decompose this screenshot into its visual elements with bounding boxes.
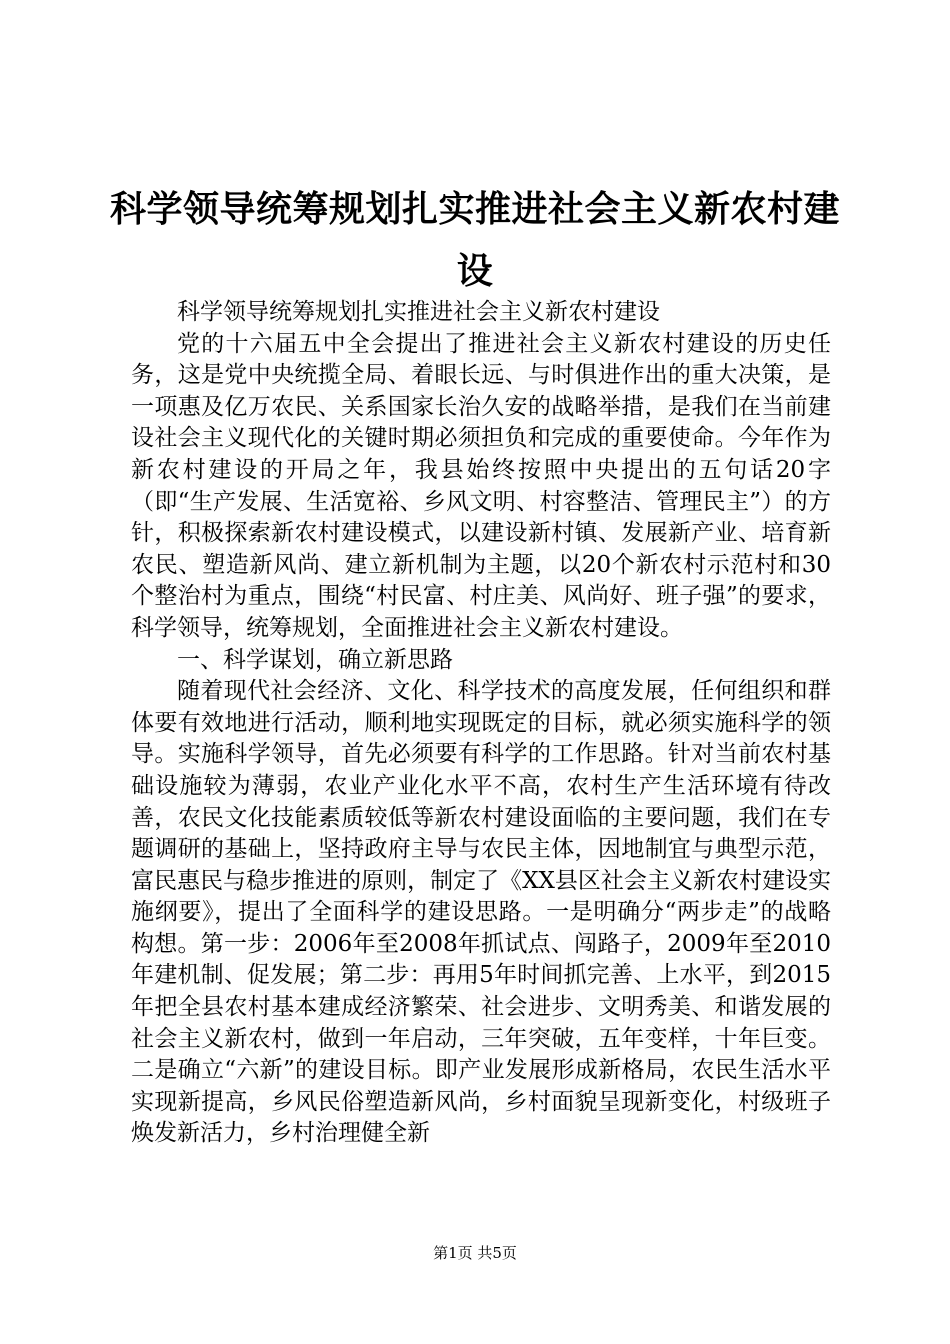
document-body (131, 297, 831, 1150)
body-paragraph: 党的十六届五中全会提出了推进社会主义新农村建设的历史任务，这是党中央统揽全局、着眼长远、与时俱进作出的重大决策，是一项惠及亿万农民、关系国家长治久安的战略举措，是我们在当前建设社会主义现代化的关键时期必须担负和完成的重要使命。今年作为新农村建设的开局之年，我县始终按照中央提出的五句话20字（即“生产发展、生活宽裕、乡风文明、村容整洁、管理民主”）的方针，积极探索新农村建设模式，以建设新村镇、发展新产业、培育新农民、塑造新风尚、建立新机制为主题，以20个新农村示范村和30个整治村为重点，围绕“村民富、村庄美、风尚好、班子强”的要求，科学领导，统筹规划，全面推进社会主义新农村建设。 (131, 330, 831, 641)
body-paragraph: 随着现代社会经济、文化、科学技术的高度发展，任何组织和群体要有效地进行活动，顺利地实现既定的目标，就必须实施科学的领导。实施科学领导，首先必须要有科学的工作思路。针对当前农村基础设施较为薄弱，农业产业化水平不高，农村生产生活环境有待改善，农民文化技能素质较低等新农村建设面临的主要问题，我们在专题调研的基础上，坚持政府主导与农民主体，因地制宜与典型示范，富民惠民与稳步推进的原则，制定了《XX县区社会主义新农村建设实施纲要》，提出了全面科学的建设思路。一是明确分“两步走”的战略构想。第一步：2006年至2008年抓试点、闯路子，2009年至2010年建机制、促发展；第二步：再用5年时间抓完善、上水平，到2015年把全县农村基本建成经济繁荣、社会进步、文明秀美、和谐发展的社会主义新农村，做到一年启动，三年突破，五年变样，十年巨变。二是确立“六新”的建设目标。即产业发展形成新格局，农民生活水平实现新提高，乡风民俗塑造新风尚，乡村面貌呈现新变化，村级班子焕发新活力，乡村治理健全新 (131, 678, 831, 1147)
page-footer: 第1页 共5页 (433, 1244, 517, 1262)
section-heading: 一、科学谋划，确立新思路 (177, 646, 453, 673)
body-subtitle: 科学领导统筹规划扎实推进社会主义新农村建设 (177, 299, 660, 325)
document-title: 科学领导统筹规划扎实推进社会主义新农村建设 (110, 188, 841, 292)
